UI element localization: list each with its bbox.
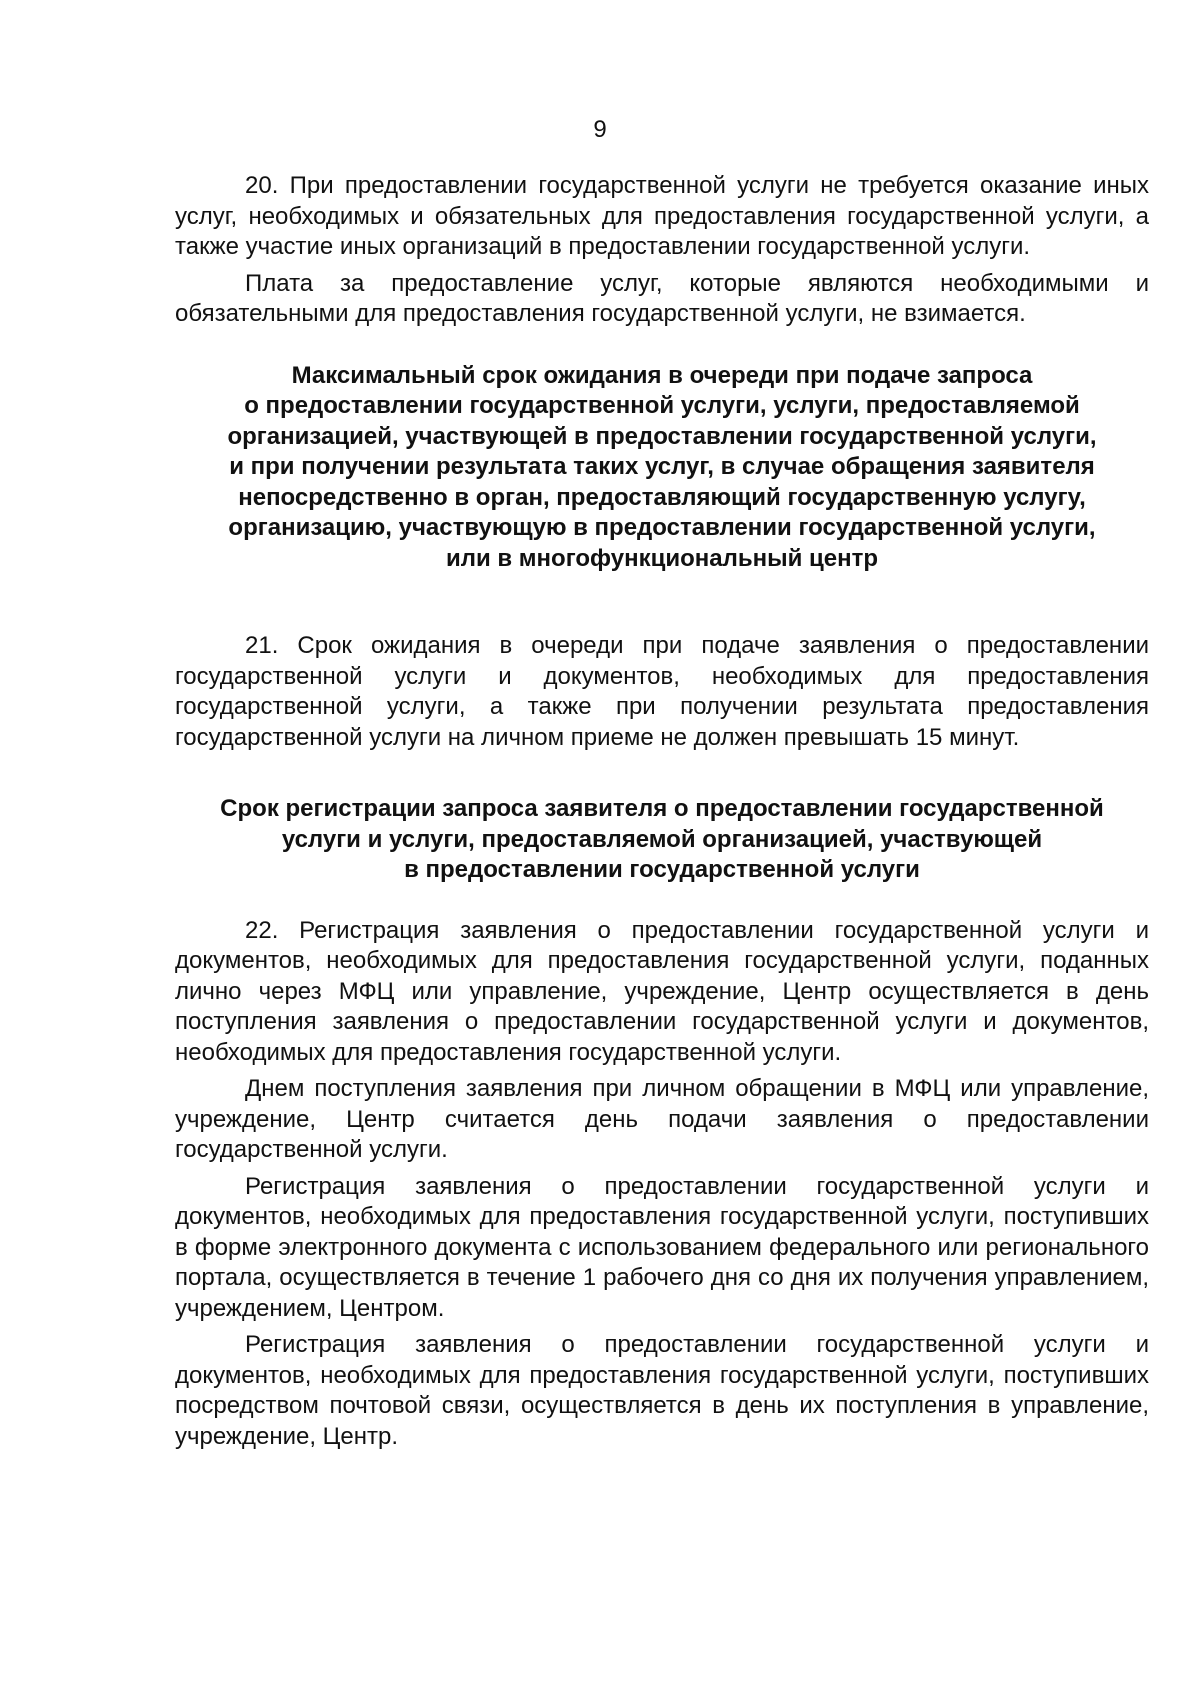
- paragraph-22-3: Регистрация заявления о предоставлении государственной услуги и документов, необходимых для предоставления государственной услуги, поступивших в форме электронного документа с использованием федерального или регионального портала, осуществляется в течение 1 рабочего дня со дня их получения управлением, учреждением, Центром.: [175, 1172, 1149, 1322]
- paragraph-22-1: 22. Регистрация заявления о предоставлении государственной услуги и документов, необходимых для предоставления государственной услуги, поданных лично через МФЦ или управление, учреждение, Центр осуществляется в день поступления заявления о предоставлении государственной услуги и документов, необходимых для предоставления государственной услуги.: [175, 916, 1149, 1066]
- heading-line: услуги и услуги, предоставляемой организацией, участвующей: [281, 825, 1043, 853]
- paragraph-20-2: Плата за предоставление услуг, которые являются необходимыми и обязательными для предоставления государственной услуги, не взимается.: [175, 269, 1149, 327]
- document-body: [175, 171, 1149, 1452]
- section-heading-registration: [175, 794, 1149, 886]
- paragraph-20-1: 20. При предоставлении государственной услуги не требуется оказание иных услуг, необходимых и обязательных для предоставления государственной услуги, а также участие иных организаций в предоставлении государственной услуги.: [175, 172, 1149, 260]
- heading-line: организацией, участвующей в предоставлении государственной услуги,: [227, 422, 1097, 450]
- heading-line: организацию, участвующую в предоставлении государственной услуги,: [228, 514, 1096, 541]
- heading-line: Максимальный срок ожидания в очереди при подаче запроса: [291, 361, 1033, 389]
- heading-line: или в многофункциональный центр: [445, 544, 879, 572]
- section-heading-queue-time: [175, 361, 1149, 575]
- page-number: 9: [593, 116, 607, 143]
- heading-line: и при получении результата таких услуг, в случае обращения заявителя: [229, 453, 1095, 480]
- paragraph-22-2: Днем поступления заявления при личном обращении в МФЦ или управление, учреждение, Центр считается день подачи заявления о предоставлении государственной услуги.: [175, 1075, 1149, 1163]
- heading-line: в предоставлении государственной услуги: [404, 856, 920, 883]
- heading-line: о предоставлении государственной услуги, услуги, предоставляемой: [244, 392, 1080, 419]
- heading-line: непосредственно в орган, предоставляющий государственную услугу,: [238, 483, 1086, 511]
- heading-line: Срок регистрации запроса заявителя о предоставлении государственной: [220, 795, 1104, 822]
- paragraph-22-4: Регистрация заявления о предоставлении государственной услуги и документов, необходимых для предоставления государственной услуги, поступивших посредством почтовой связи, осуществляется в день их поступления в управление, учреждение, Центр.: [175, 1331, 1149, 1450]
- paragraph-21: 21. Срок ожидания в очереди при подаче заявления о предоставлении государственной услуги и документов, необходимых для предоставления государственной услуги, а также при получении результата предоставления государственной услуги на личном приеме не должен превышать 15 минут.: [175, 632, 1149, 751]
